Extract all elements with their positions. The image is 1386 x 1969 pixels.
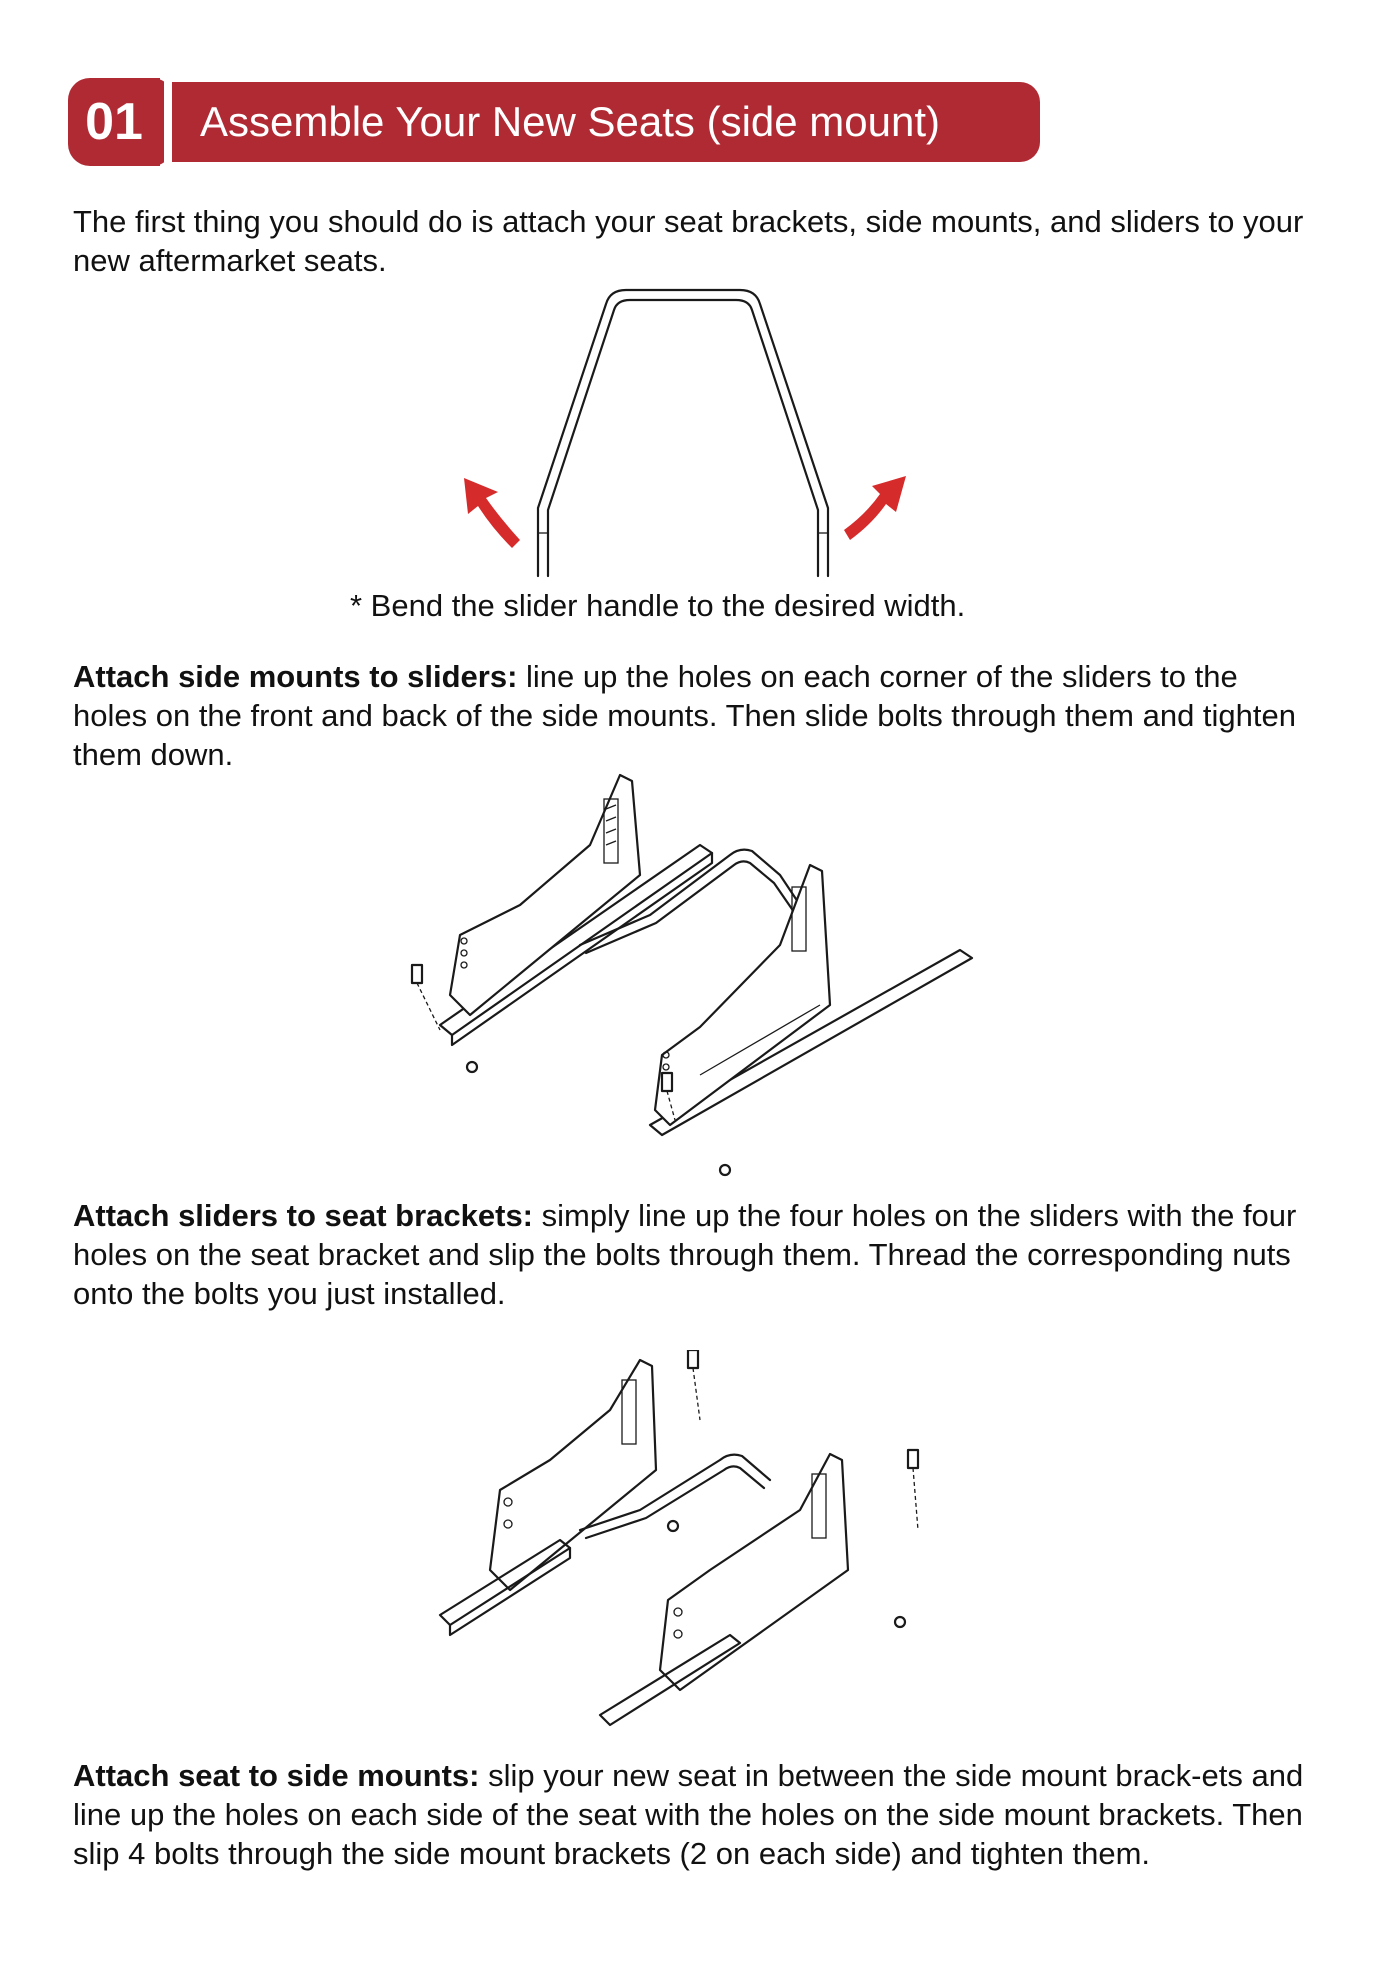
step2-lead: Attach sliders to seat brackets:: [73, 1198, 534, 1233]
step3-body: slip your new seat in between the side mount brack-ets and line up the holes on each side of the seat with the holes on the side mount brackets. Then slip 4 bolts through the side mount brackets (2 on each side) and tighten them.: [73, 1758, 1304, 1871]
step-number: 01: [68, 78, 160, 166]
left-arrow-icon: [464, 478, 520, 548]
step1-text: [73, 657, 1313, 774]
right-arrow-icon: [844, 476, 906, 540]
intro-text: The first thing you should do is attach your seat brackets, side mounts, and sliders to your new aftermarket seats.: [73, 204, 1304, 278]
step2-body: simply line up the four holes on the sliders with the four holes on the seat bracket and slip the bolts through them. Thread the corresponding nuts onto the bolts you just installed.: [73, 1198, 1297, 1311]
seat-bracket-slider-diagram: [430, 1350, 950, 1740]
step3-lead: Attach seat to side mounts:: [73, 1758, 480, 1793]
step1-lead: Attach side mounts to sliders:: [73, 659, 518, 694]
section-title: Assemble Your New Seats (side mount): [172, 82, 1040, 162]
step3-text: [73, 1756, 1313, 1873]
section-header: [68, 78, 1028, 166]
diagram-caption: * Bend the slider handle to the desired width.: [350, 588, 966, 623]
step2-text: [73, 1196, 1313, 1313]
side-mount-slider-diagram: [400, 765, 980, 1185]
slider-handle-diagram: [440, 278, 920, 583]
step1-body: line up the holes on each corner of the sliders to the holes on the front and back of the side mounts. Then slide bolts through them and tighten them down.: [73, 659, 1297, 772]
